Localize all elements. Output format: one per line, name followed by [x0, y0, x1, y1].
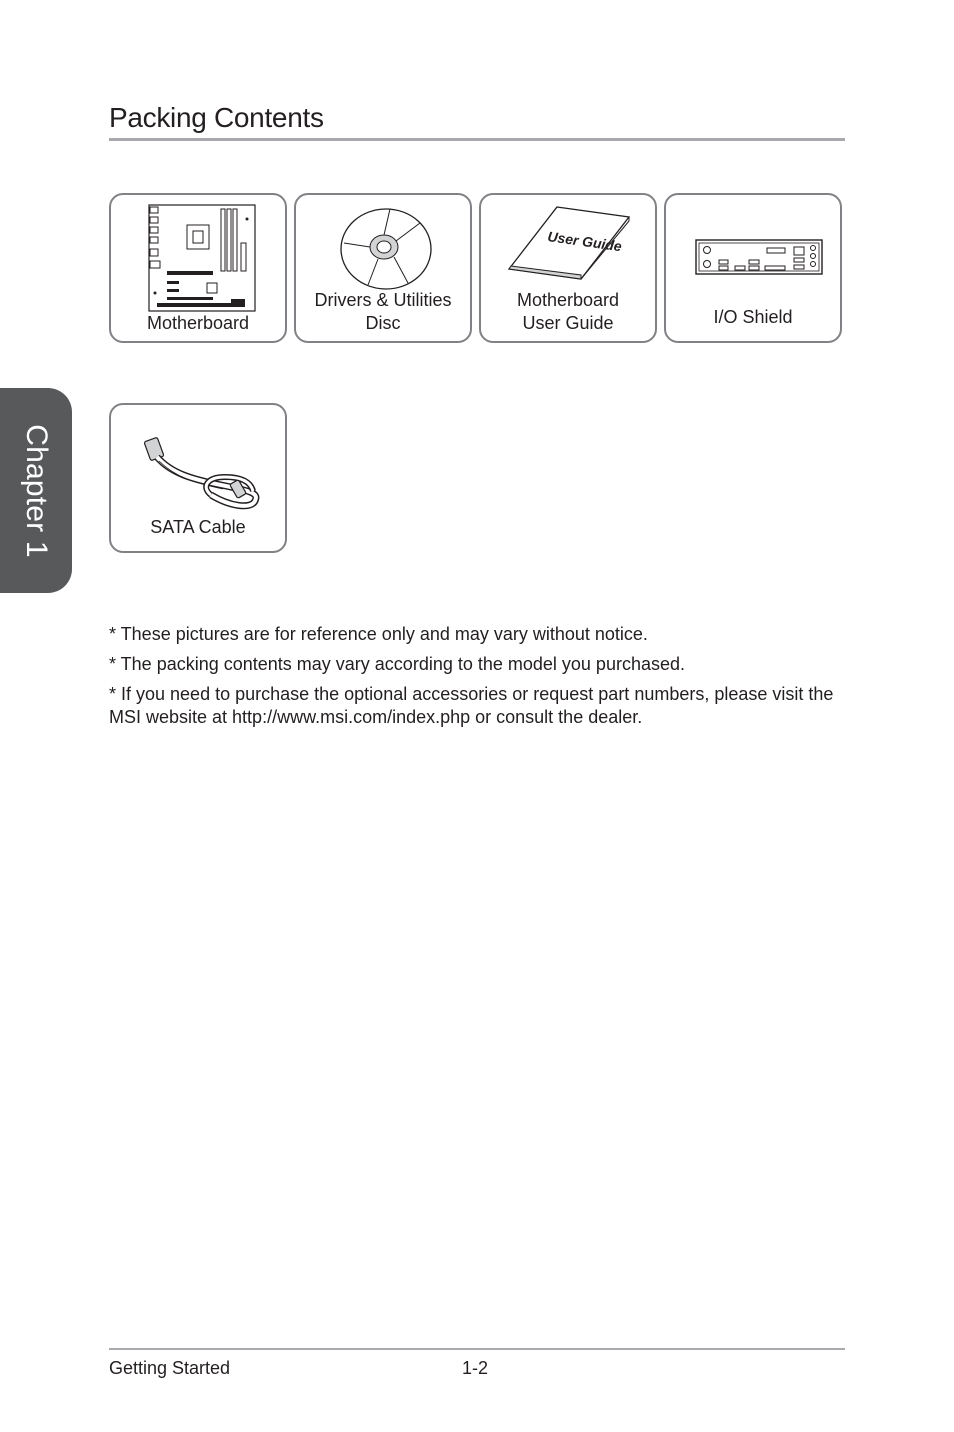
- chapter-tab-label: Chapter 1: [20, 423, 53, 558]
- item-label: Motherboard User Guide: [516, 290, 620, 333]
- item-io-shield: [664, 193, 842, 343]
- item-motherboard: [109, 193, 287, 343]
- note: * If you need to purchase the optional accessories or request part numbers, please visit the MSI website at http://www.msi.com/index.php or consult the dealer.: [109, 684, 834, 727]
- note: * These pictures are for reference only and may vary without notice.: [109, 624, 648, 644]
- disc-icon: [338, 203, 434, 293]
- motherboard-icon: [147, 203, 257, 313]
- item-label: SATA Cable: [150, 517, 246, 537]
- item-label: Motherboard: [146, 313, 250, 333]
- item-label: I/O Shield: [713, 307, 793, 327]
- notes: [109, 623, 849, 736]
- chapter-tab: [0, 388, 72, 593]
- page-title: Packing Contents: [109, 100, 845, 141]
- page-number: 1-2: [462, 1358, 489, 1378]
- item-disc: [294, 193, 472, 343]
- item-user-guide: [479, 193, 657, 343]
- item-sata-cable: [109, 403, 287, 553]
- user-guide-icon: [507, 205, 633, 281]
- footer-divider: [109, 1348, 845, 1350]
- sata-cable-icon: [141, 433, 263, 511]
- note: * The packing contents may vary according to the model you purchased.: [109, 654, 685, 674]
- io-shield-icon: [695, 239, 823, 275]
- item-label: Drivers & Utilities Disc: [314, 290, 452, 333]
- footer-section: Getting Started: [109, 1358, 231, 1378]
- book-title-text: User Guide: [546, 228, 623, 255]
